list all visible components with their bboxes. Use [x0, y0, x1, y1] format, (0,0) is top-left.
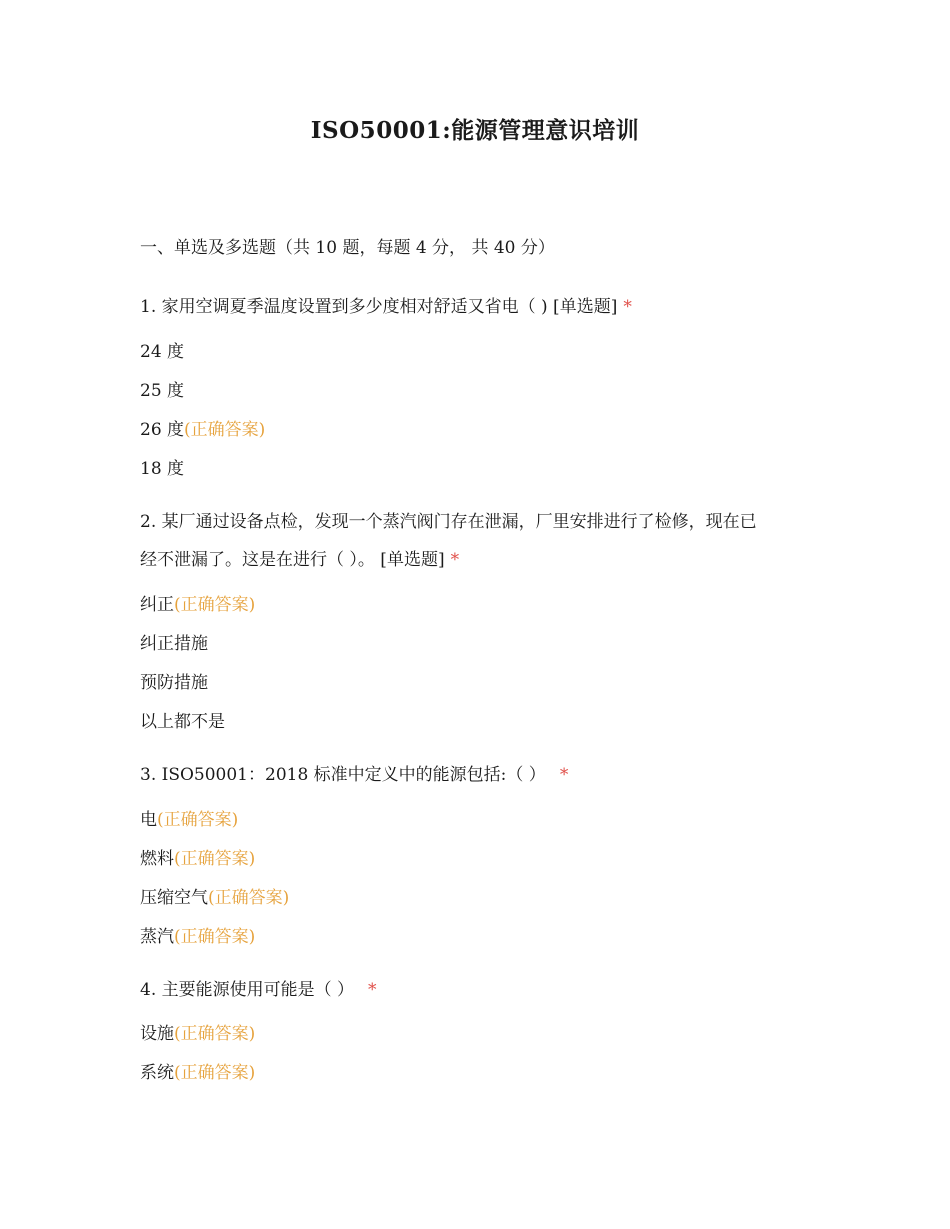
option-q4-a[interactable]	[140, 1024, 255, 1044]
option-label: 压缩空气	[140, 888, 208, 908]
correct-answer-tag: (正确答案)	[157, 810, 239, 830]
correct-answer-tag: (正确答案)	[208, 888, 290, 908]
correct-answer-tag: (正确答案)	[174, 1063, 256, 1083]
question-text-line: 经不泄漏了。这是在进行（ ）。 [单选题]	[140, 550, 445, 570]
question-text-line: 1. 家用空调夏季温度设置到多少度相对舒适又省电（ ) [单选题]	[140, 297, 618, 317]
required-asterisk: *	[623, 297, 632, 317]
option-label: 燃料	[140, 849, 174, 869]
option-q3-a[interactable]	[140, 810, 238, 830]
question-1-text	[140, 297, 632, 317]
option-q2-a[interactable]	[140, 595, 255, 615]
correct-answer-tag: (正确答案)	[174, 849, 256, 869]
option-label: 纠正	[140, 595, 174, 615]
correct-answer-tag: (正确答案)	[174, 927, 256, 947]
question-2-text-line-1: 2. 某厂通过设备点检，发现一个蒸汽阀门存在泄漏，厂里安排进行了检修，现在已	[140, 512, 757, 532]
option-q2-b[interactable]	[140, 634, 208, 654]
option-label: 纠正措施	[140, 634, 208, 654]
option-q1-a[interactable]	[140, 342, 184, 362]
option-q3-d[interactable]	[140, 927, 255, 947]
option-label: 蒸汽	[140, 927, 174, 947]
option-label: 26 度	[140, 420, 185, 440]
question-text-line: 3. ISO50001：2018 标准中定义中的能源包括:（ ）	[140, 765, 546, 785]
option-label: 电	[140, 810, 157, 830]
correct-answer-tag: (正确答案)	[174, 1024, 256, 1044]
option-label: 18 度	[140, 459, 185, 479]
question-3-text	[140, 765, 568, 785]
option-label: 系统	[140, 1063, 174, 1083]
question-4-text	[140, 980, 377, 1000]
option-q2-c[interactable]	[140, 673, 208, 693]
question-2-text-line-2	[140, 550, 459, 570]
option-label: 设施	[140, 1024, 174, 1044]
required-asterisk: *	[450, 550, 460, 570]
section-heading: 一、单选及多选题（共 10 题，每题 4 分， 共 40 分）	[140, 238, 555, 258]
question-text-line: 4. 主要能源使用可能是（ ）	[140, 980, 355, 1000]
required-asterisk: *	[559, 765, 569, 785]
option-q1-c[interactable]	[140, 420, 265, 440]
option-q1-b[interactable]	[140, 381, 184, 401]
option-q3-b[interactable]	[140, 849, 255, 869]
option-label: 25 度	[140, 381, 185, 401]
correct-answer-tag: (正确答案)	[184, 420, 266, 440]
option-label: 以上都不是	[140, 712, 225, 732]
required-asterisk: *	[368, 980, 377, 1000]
option-label: 24 度	[140, 342, 185, 362]
option-q3-c[interactable]	[140, 888, 289, 908]
correct-answer-tag: (正确答案)	[174, 595, 256, 615]
option-q2-d[interactable]	[140, 712, 225, 732]
option-q1-d[interactable]	[140, 459, 184, 479]
document-title: ISO50001:能源管理意识培训	[310, 117, 640, 144]
option-q4-b[interactable]	[140, 1063, 255, 1083]
option-label: 预防措施	[140, 673, 208, 693]
